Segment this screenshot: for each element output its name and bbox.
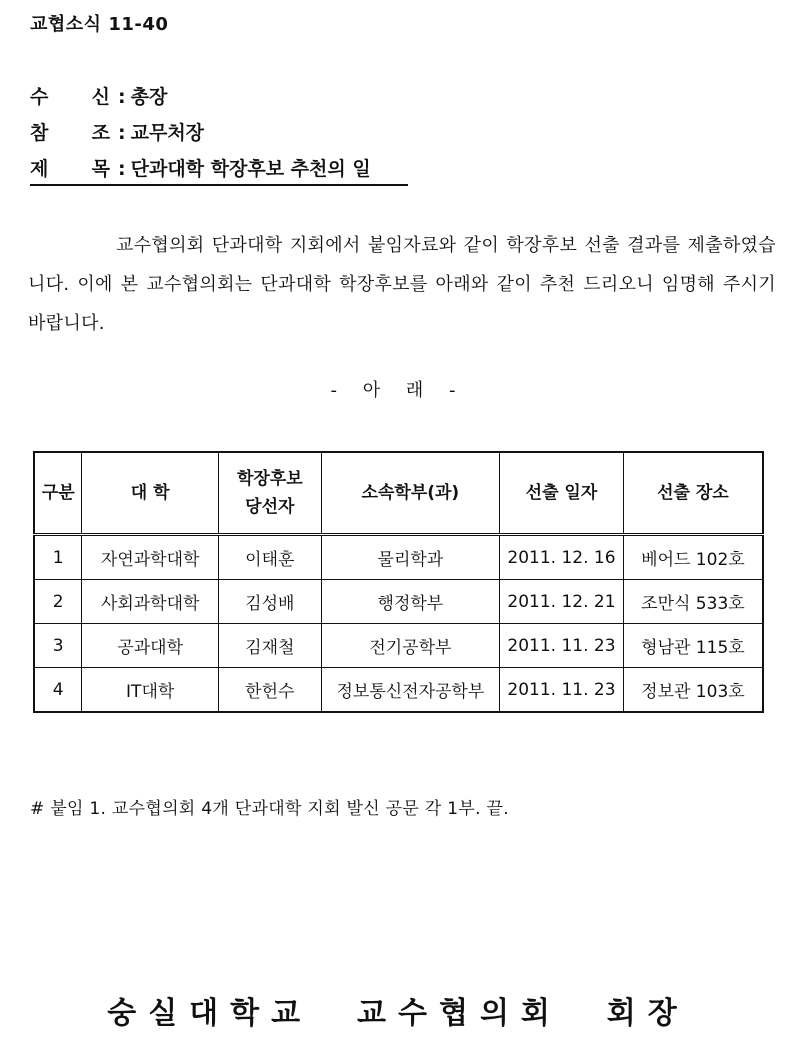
cell-place: 조만식 533호 [623, 580, 763, 624]
table-row [34, 624, 763, 668]
header-key-char: 제 [30, 158, 49, 180]
cell-dept: 물리학과 [321, 535, 499, 580]
header-key-char: 신 [91, 86, 110, 108]
header-row-recipient [30, 82, 730, 118]
cell-date: 2011. 12. 16 [500, 535, 624, 580]
header-key-char: 참 [30, 122, 49, 144]
cell-candidate: 김성배 [218, 580, 321, 624]
cell-college: 자연과학대학 [82, 535, 219, 580]
cell-dept: 행정학부 [321, 580, 499, 624]
table-row [34, 668, 763, 713]
cell-num: 1 [34, 535, 82, 580]
header-row-reference [30, 118, 730, 154]
cell-date: 2011. 12. 21 [500, 580, 624, 624]
body-paragraph: 교수협의회 단과대학 지회에서 붙임자료와 같이 학장후보 선출 결과를 제출하였습니다. 이에 본 교수협의회는 단과대학 학장후보를 아래와 같이 추천 드리오니 임명해 주시기 바랍니다. [28, 235, 776, 334]
col-header-date: 선출 일자 [500, 452, 624, 535]
cell-college: 공과대학 [82, 624, 219, 668]
col-header-place: 선출 장소 [623, 452, 763, 535]
below-label: - 아 래 - [330, 380, 466, 401]
cell-college: IT대학 [82, 668, 219, 713]
cell-date: 2011. 11. 23 [500, 668, 624, 713]
table-header-row [34, 452, 763, 535]
header-key-char: 목 [91, 158, 110, 180]
col-header-candidate [218, 452, 321, 535]
col-header-dept: 소속학부(과) [321, 452, 499, 535]
table-row [34, 580, 763, 624]
header-key-char: 수 [30, 86, 49, 108]
cell-dept: 전기공학부 [321, 624, 499, 668]
cell-place: 형남관 115호 [623, 624, 763, 668]
cell-place: 정보관 103호 [623, 668, 763, 713]
table-row [34, 535, 763, 580]
cell-num: 4 [34, 668, 82, 713]
header-separator: : [118, 122, 126, 144]
cell-candidate: 이태훈 [218, 535, 321, 580]
cell-date: 2011. 11. 23 [500, 624, 624, 668]
header-separator: : [118, 158, 126, 180]
header-block [30, 82, 730, 186]
cell-college: 사회과학대학 [82, 580, 219, 624]
header-key-char: 조 [91, 122, 110, 144]
col-header-candidate-line2: 당선자 [245, 497, 295, 517]
cell-place: 베어드 102호 [623, 535, 763, 580]
header-row-subject [30, 154, 408, 186]
candidate-table [33, 451, 764, 713]
col-header-num: 구분 [34, 452, 82, 535]
header-value: 단과대학 학장후보 추천의 일 [130, 158, 371, 180]
header-key [30, 82, 110, 109]
header-key [30, 154, 110, 181]
cell-num: 2 [34, 580, 82, 624]
header-separator: : [118, 86, 126, 108]
col-header-college: 대 학 [82, 452, 219, 535]
document-number: 교협소식 11-40 [30, 14, 169, 35]
cell-candidate: 한헌수 [218, 668, 321, 713]
header-key [30, 118, 110, 145]
attachment-note: # 붙임 1. 교수협의회 4개 단과대학 지회 발신 공문 각 1부. 끝. [30, 799, 509, 819]
col-header-candidate-line1: 학장후보 [236, 469, 303, 489]
header-value: 총장 [130, 86, 168, 108]
cell-num: 3 [34, 624, 82, 668]
cell-dept: 정보통신전자공학부 [321, 668, 499, 713]
cell-candidate: 김재철 [218, 624, 321, 668]
header-value: 교무처장 [130, 122, 205, 144]
signature-line: 숭실대학교 교수협의회 회장 [107, 996, 689, 1031]
